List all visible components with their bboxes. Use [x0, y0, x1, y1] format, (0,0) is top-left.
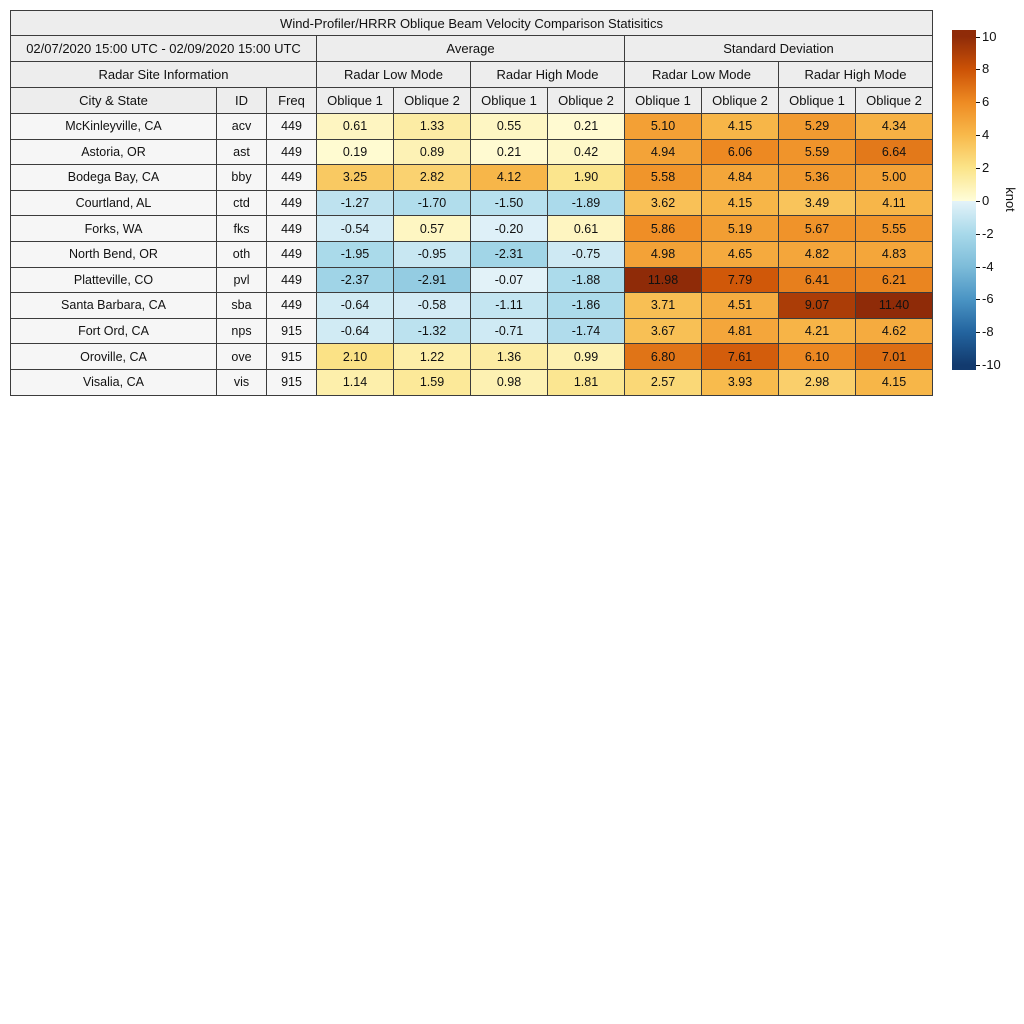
- value-cell: 3.62: [625, 190, 702, 216]
- colorbar-tick-mark: [976, 299, 980, 300]
- value-cell: 6.21: [856, 267, 933, 293]
- value-cell: 0.98: [471, 369, 548, 395]
- colorbar-tick-mark: [976, 135, 980, 136]
- site-city-cell: North Bend, OR: [11, 241, 217, 267]
- table-body: [11, 114, 933, 396]
- value-cell: 3.49: [779, 190, 856, 216]
- value-cell: 0.99: [548, 344, 625, 370]
- value-cell: 1.90: [548, 165, 625, 191]
- value-cell: -1.74: [548, 318, 625, 344]
- colorbar-tick-mark: [976, 267, 980, 268]
- value-cell: -0.58: [394, 293, 471, 319]
- date-range: 02/07/2020 15:00 UTC - 02/09/2020 15:00 UTC: [11, 36, 317, 62]
- value-cell: 6.64: [856, 139, 933, 165]
- value-cell: 0.55: [471, 114, 548, 140]
- value-cell: 0.21: [471, 139, 548, 165]
- value-cell: 4.98: [625, 241, 702, 267]
- value-cell: 5.29: [779, 114, 856, 140]
- value-cell: 4.84: [702, 165, 779, 191]
- colorbar-tick-label: 0: [982, 192, 990, 208]
- col-header-oblique1: Oblique 1: [625, 88, 702, 114]
- site-freq-cell: 449: [267, 293, 317, 319]
- value-cell: 7.61: [702, 344, 779, 370]
- site-id-cell: fks: [217, 216, 267, 242]
- subgroup-sd-low-mode: Radar Low Mode: [625, 62, 779, 88]
- value-cell: -0.95: [394, 241, 471, 267]
- colorbar-tick-mark: [976, 332, 980, 333]
- col-header-oblique1: Oblique 1: [471, 88, 548, 114]
- stats-table: [10, 10, 933, 396]
- colorbar-tick-mark: [976, 69, 980, 70]
- site-id-cell: pvl: [217, 267, 267, 293]
- value-cell: 4.82: [779, 241, 856, 267]
- value-cell: -0.07: [471, 267, 548, 293]
- value-cell: 6.80: [625, 344, 702, 370]
- value-cell: -0.75: [548, 241, 625, 267]
- value-cell: -1.95: [317, 241, 394, 267]
- value-cell: 1.14: [317, 369, 394, 395]
- value-cell: -0.20: [471, 216, 548, 242]
- colorbar-tick-label: 4: [982, 127, 990, 143]
- value-cell: 5.67: [779, 216, 856, 242]
- colorbar-tick-label: 6: [982, 94, 990, 110]
- colorbar-tick-label: -2: [982, 225, 994, 241]
- table-row: [11, 318, 933, 344]
- value-cell: 1.36: [471, 344, 548, 370]
- value-cell: 4.34: [856, 114, 933, 140]
- colorbar-tick-mark: [976, 102, 980, 103]
- colorbar-tick-mark: [976, 234, 980, 235]
- value-cell: 0.19: [317, 139, 394, 165]
- value-cell: 6.41: [779, 267, 856, 293]
- colorbar-tick-label: 8: [982, 61, 990, 77]
- value-cell: 2.98: [779, 369, 856, 395]
- table-row: [11, 165, 933, 191]
- site-id-cell: oth: [217, 241, 267, 267]
- colorbar-gradient: [952, 30, 976, 370]
- table-row: [11, 114, 933, 140]
- value-cell: 5.58: [625, 165, 702, 191]
- table-row: [11, 216, 933, 242]
- site-id-cell: acv: [217, 114, 267, 140]
- value-cell: 4.15: [702, 190, 779, 216]
- col-header-freq: Freq: [267, 88, 317, 114]
- table-row: [11, 344, 933, 370]
- value-cell: 7.79: [702, 267, 779, 293]
- site-id-cell: bby: [217, 165, 267, 191]
- site-freq-cell: 915: [267, 318, 317, 344]
- value-cell: -2.91: [394, 267, 471, 293]
- value-cell: 3.67: [625, 318, 702, 344]
- col-header-oblique2: Oblique 2: [702, 88, 779, 114]
- site-freq-cell: 915: [267, 344, 317, 370]
- value-cell: -0.64: [317, 318, 394, 344]
- value-cell: 4.12: [471, 165, 548, 191]
- value-cell: -0.71: [471, 318, 548, 344]
- value-cell: -1.88: [548, 267, 625, 293]
- site-city-cell: Astoria, OR: [11, 139, 217, 165]
- value-cell: 5.19: [702, 216, 779, 242]
- value-cell: 4.81: [702, 318, 779, 344]
- table-row: [11, 241, 933, 267]
- value-cell: -0.54: [317, 216, 394, 242]
- colorbar-tick-label: 10: [982, 28, 997, 44]
- value-cell: -2.37: [317, 267, 394, 293]
- site-freq-cell: 449: [267, 165, 317, 191]
- colorbar-tick-label: -4: [982, 258, 994, 274]
- colorbar-tick-mark: [976, 37, 980, 38]
- value-cell: 4.62: [856, 318, 933, 344]
- table-row: [11, 369, 933, 395]
- value-cell: 4.15: [856, 369, 933, 395]
- value-cell: 5.00: [856, 165, 933, 191]
- value-cell: 5.59: [779, 139, 856, 165]
- value-cell: -0.64: [317, 293, 394, 319]
- col-header-oblique2: Oblique 2: [856, 88, 933, 114]
- value-cell: 4.11: [856, 190, 933, 216]
- colorbar-tick-label: -10: [982, 357, 1001, 373]
- col-group-standard-deviation: Standard Deviation: [625, 36, 933, 62]
- value-cell: 3.71: [625, 293, 702, 319]
- site-id-cell: sba: [217, 293, 267, 319]
- site-id-cell: ove: [217, 344, 267, 370]
- site-city-cell: Fort Ord, CA: [11, 318, 217, 344]
- value-cell: 4.51: [702, 293, 779, 319]
- colorbar-tick-label: -6: [982, 291, 994, 307]
- value-cell: 3.93: [702, 369, 779, 395]
- value-cell: 9.07: [779, 293, 856, 319]
- subgroup-avg-high-mode: Radar High Mode: [471, 62, 625, 88]
- site-freq-cell: 915: [267, 369, 317, 395]
- value-cell: 4.21: [779, 318, 856, 344]
- value-cell: 5.86: [625, 216, 702, 242]
- value-cell: 5.55: [856, 216, 933, 242]
- value-cell: -1.50: [471, 190, 548, 216]
- site-city-cell: Forks, WA: [11, 216, 217, 242]
- site-city-cell: Oroville, CA: [11, 344, 217, 370]
- site-freq-cell: 449: [267, 114, 317, 140]
- site-city-cell: Bodega Bay, CA: [11, 165, 217, 191]
- value-cell: 2.57: [625, 369, 702, 395]
- value-cell: 0.42: [548, 139, 625, 165]
- table-row: [11, 293, 933, 319]
- site-freq-cell: 449: [267, 216, 317, 242]
- col-header-oblique1: Oblique 1: [317, 88, 394, 114]
- site-city-cell: Platteville, CO: [11, 267, 217, 293]
- value-cell: 5.36: [779, 165, 856, 191]
- value-cell: 6.06: [702, 139, 779, 165]
- colorbar-tick-mark: [976, 201, 980, 202]
- value-cell: 4.83: [856, 241, 933, 267]
- value-cell: 2.10: [317, 344, 394, 370]
- table-row: [11, 267, 933, 293]
- value-cell: 4.15: [702, 114, 779, 140]
- colorbar-tick-mark: [976, 365, 980, 366]
- colorbar-tick-label: -8: [982, 324, 994, 340]
- site-info-header: Radar Site Information: [11, 62, 317, 88]
- value-cell: -1.70: [394, 190, 471, 216]
- site-city-cell: Courtland, AL: [11, 190, 217, 216]
- site-id-cell: nps: [217, 318, 267, 344]
- value-cell: 6.10: [779, 344, 856, 370]
- colorbar: [952, 30, 1024, 375]
- value-cell: -2.31: [471, 241, 548, 267]
- table-title: Wind-Profiler/HRRR Oblique Beam Velocity Comparison Statisitics: [11, 11, 933, 36]
- col-header-oblique1: Oblique 1: [779, 88, 856, 114]
- value-cell: 1.22: [394, 344, 471, 370]
- site-freq-cell: 449: [267, 139, 317, 165]
- value-cell: 7.01: [856, 344, 933, 370]
- col-header-city-state: City & State: [11, 88, 217, 114]
- colorbar-tick-mark: [976, 168, 980, 169]
- colorbar-axis-label: knot: [1002, 187, 1018, 212]
- site-freq-cell: 449: [267, 190, 317, 216]
- table-row: [11, 190, 933, 216]
- value-cell: 1.59: [394, 369, 471, 395]
- value-cell: 0.21: [548, 114, 625, 140]
- value-cell: -1.11: [471, 293, 548, 319]
- site-city-cell: McKinleyville, CA: [11, 114, 217, 140]
- value-cell: 1.81: [548, 369, 625, 395]
- value-cell: -1.86: [548, 293, 625, 319]
- site-freq-cell: 449: [267, 267, 317, 293]
- value-cell: 2.82: [394, 165, 471, 191]
- site-city-cell: Santa Barbara, CA: [11, 293, 217, 319]
- site-freq-cell: 449: [267, 241, 317, 267]
- colorbar-tick-label: 2: [982, 160, 990, 175]
- table-row: [11, 139, 933, 165]
- value-cell: -1.89: [548, 190, 625, 216]
- col-header-id: ID: [217, 88, 267, 114]
- subgroup-avg-low-mode: Radar Low Mode: [317, 62, 471, 88]
- site-id-cell: ast: [217, 139, 267, 165]
- value-cell: 0.57: [394, 216, 471, 242]
- value-cell: 11.98: [625, 267, 702, 293]
- value-cell: 0.61: [317, 114, 394, 140]
- col-header-oblique2: Oblique 2: [548, 88, 625, 114]
- col-header-oblique2: Oblique 2: [394, 88, 471, 114]
- value-cell: 11.40: [856, 293, 933, 319]
- site-city-cell: Visalia, CA: [11, 369, 217, 395]
- value-cell: 0.61: [548, 216, 625, 242]
- site-id-cell: ctd: [217, 190, 267, 216]
- value-cell: 5.10: [625, 114, 702, 140]
- value-cell: 4.94: [625, 139, 702, 165]
- value-cell: -1.27: [317, 190, 394, 216]
- value-cell: 4.65: [702, 241, 779, 267]
- subgroup-sd-high-mode: Radar High Mode: [779, 62, 933, 88]
- value-cell: 0.89: [394, 139, 471, 165]
- value-cell: -1.32: [394, 318, 471, 344]
- col-group-average: Average: [317, 36, 625, 62]
- site-id-cell: vis: [217, 369, 267, 395]
- value-cell: 3.25: [317, 165, 394, 191]
- value-cell: 1.33: [394, 114, 471, 140]
